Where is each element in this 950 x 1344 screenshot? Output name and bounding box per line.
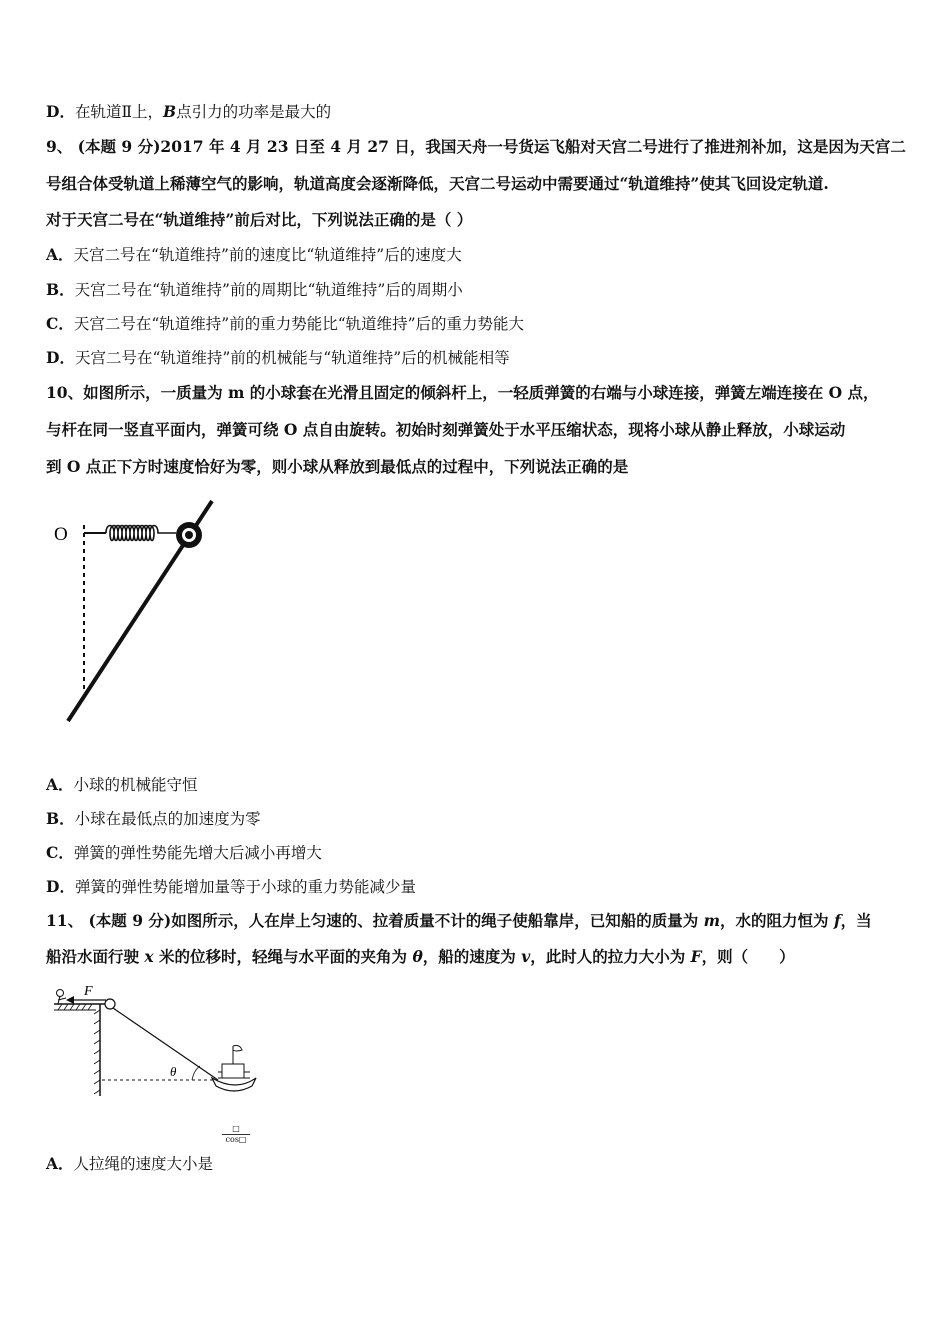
- spring-rod-figure: [48, 495, 228, 730]
- fraction-denominator: cos□: [225, 1135, 247, 1144]
- option-letter: D．: [46, 348, 75, 367]
- q11-text: 船沿水面行驶: [46, 947, 145, 966]
- q11-stem-line-1: [46, 911, 872, 931]
- option-text: 小球的机械能守恒: [73, 776, 198, 794]
- point-o-label: O: [54, 524, 68, 545]
- option-text: 天宫二号在“轨道维持”前的机械能与“轨道维持”后的机械能相等: [74, 349, 510, 367]
- q10-stem-line-2: 与杆在同一竖直平面内，弹簧可绕 O 点自由旋转。初始时刻弹簧处于水平压缩状态，现将小球从静止释放，小球运动: [46, 420, 846, 439]
- option-text-post: 点引力的功率是最大的: [176, 103, 332, 121]
- option-text-italic: B: [163, 102, 177, 121]
- wall-hatch: [94, 1010, 100, 1094]
- q10-option-d: [46, 877, 416, 897]
- q11-text: 米的位移时，轻绳与水平面的夹角为: [153, 947, 413, 966]
- q9-option-d: [46, 348, 510, 368]
- option-text: 弹簧的弹性势能增加量等于小球的重力势能减少量: [74, 878, 416, 896]
- velocity-fraction: [222, 1124, 250, 1144]
- option-letter: D．: [46, 102, 75, 121]
- option-letter: D．: [46, 877, 75, 896]
- option-text: 天宫二号在“轨道维持”前的周期比“轨道维持”后的周期小: [74, 281, 463, 299]
- option-letter: B．: [46, 809, 75, 828]
- q9-stem-line-1: 9、 (本题 9 分)2017 年 4 月 23 日至 4 月 27 日，我国天舟一号货运飞船对天宫二号进行了推进剂补加，这是因为天宫二: [46, 137, 906, 156]
- rope: [113, 1008, 218, 1080]
- ball-center: [185, 531, 193, 539]
- q10-option-b: [46, 809, 261, 829]
- q10-option-c: [46, 843, 322, 863]
- option-letter: C．: [46, 843, 74, 862]
- option-text: 天宫二号在“轨道维持”前的重力势能比“轨道维持”后的重力势能大: [73, 315, 525, 333]
- q11-stem-line-2: [46, 947, 795, 967]
- q10-stem-line-1: 10、如图所示，一质量为 m 的小球套在光滑且固定的倾斜杆上，一轻质弹簧的右端与小球连接，弹簧左端连接在 O 点，: [46, 383, 879, 402]
- q9-stem-line-2: 号组合体受轨道上稀薄空气的影响，轨道高度会逐渐降低，天宫二号运动中需要通过“轨道维持”使其飞回设定轨道.: [46, 174, 829, 193]
- q9-option-a: [46, 245, 462, 265]
- q9-option-c: [46, 314, 524, 334]
- option-letter: A．: [46, 1154, 74, 1173]
- spring-coils: [106, 526, 176, 541]
- option-text: 小球在最低点的加速度为零: [74, 810, 261, 828]
- boat-cabin: [222, 1064, 244, 1078]
- shore-top-hatch: [58, 1004, 92, 1010]
- option-text-pre: 在轨道Ⅱ上，: [74, 103, 163, 121]
- person-head: [57, 990, 64, 997]
- var-theta: θ: [412, 947, 423, 966]
- boat-flag: [233, 1046, 242, 1052]
- var-F: F: [690, 947, 702, 966]
- force-label: F: [84, 984, 93, 999]
- option-text: 人拉绳的速度大小是: [73, 1155, 214, 1173]
- q11-text: ，水的阻力恒为: [720, 911, 834, 930]
- q10-stem-line-3: 到 O 点正下方时速度恰好为零，则小球从释放到最低点的过程中，下列说法正确的是: [46, 457, 629, 476]
- option-letter: A．: [46, 245, 74, 264]
- option-letter: B．: [46, 280, 75, 299]
- boat-pulling-figure: [46, 980, 276, 1100]
- q8-option-d: [46, 102, 331, 122]
- option-text: 弹簧的弹性势能先增大后减小再增大: [73, 844, 322, 862]
- q11-text: ，船的速度为: [422, 947, 522, 966]
- q9-option-b: [46, 280, 463, 300]
- q9-stem-line-3: 对于天宫二号在“轨道维持”前后对比，下列说法正确的是（ ）: [46, 210, 473, 229]
- angle-label: θ: [170, 1064, 177, 1079]
- option-text: 天宫二号在“轨道维持”前的速度比“轨道维持”后的速度大: [73, 246, 462, 264]
- option-letter: C．: [46, 314, 74, 333]
- q11-text: ，则（ ）: [701, 947, 795, 966]
- var-x: x: [144, 947, 154, 966]
- fraction-numerator: □: [222, 1124, 250, 1135]
- var-m: m: [703, 911, 721, 930]
- option-letter: A．: [46, 775, 74, 794]
- boat-hull: [212, 1078, 256, 1091]
- q11-text: ，当: [840, 911, 872, 930]
- pulley: [105, 999, 115, 1009]
- q11-text: 11、 (本题 9 分)如图所示，人在岸上匀速的、拉着质量不计的绳子使船靠岸，已知船的质量为: [46, 911, 704, 930]
- force-arrowhead: [66, 996, 74, 1004]
- q11-text: ，此时人的拉力大小为: [530, 947, 691, 966]
- var-v: v: [521, 947, 531, 966]
- angle-arc: [192, 1066, 200, 1080]
- q10-option-a: [46, 775, 198, 795]
- var-f: f: [833, 911, 841, 930]
- q11-option-a: [46, 1154, 213, 1174]
- person-body: [58, 996, 66, 1004]
